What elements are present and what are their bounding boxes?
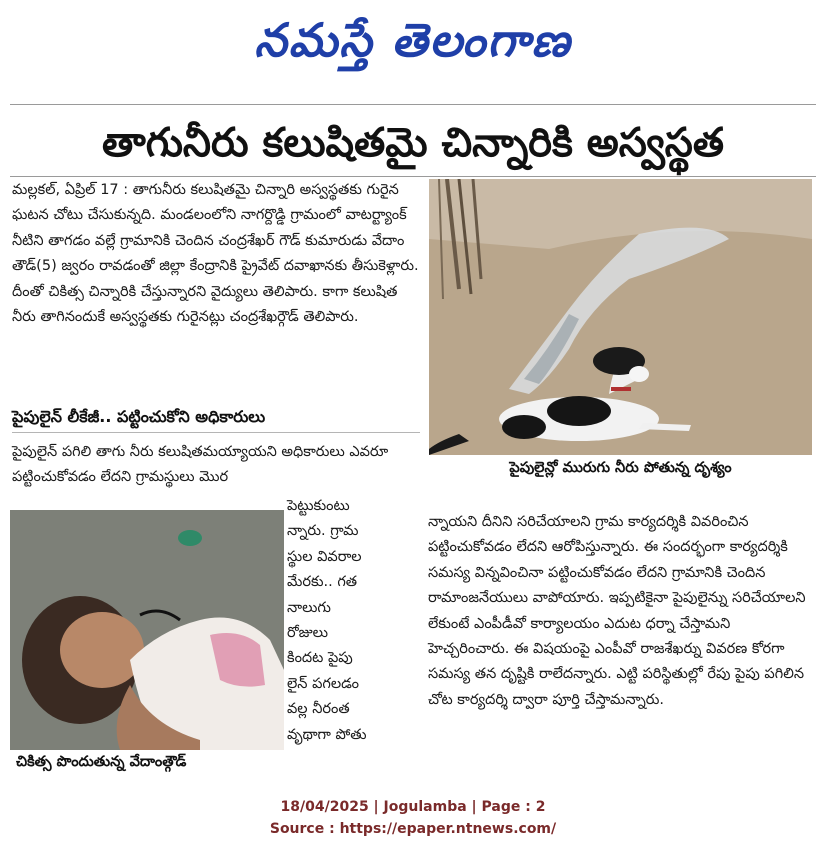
narrow-line: న్నారు. గ్రామ [287,523,359,540]
pipeline-photo [429,179,812,455]
pipeline-photo-caption: పైపులైన్లో మురుగు నీరు పోతున్న దృశ్యం [429,455,812,481]
child-photo-caption: చికిత్స పొందుతున్న వేదాంత్గౌడ్ [10,750,290,774]
article-paragraph-1: మల్లకల్, ఏప్రిల్ 17 : తాగునీరు కలుషితమై చిన్నారి అస్వస్థతకు గురైన ఘటన చోటు చేసుకున్నది. మండలంలోని నాగర్దొడ్డి గ్రామంలో వాటర్ట్యాంక్ నీటిని తాగడం వల్లే గ్రామానికి చెందిన చంద్రశేఖర్ గౌడ్ కుమారుడు వేదాం తౌడ్(5) జ్వరం రావడంతో జిల్లా కేంద్రానికి ప్రైవేట్ దవాఖానకు తీసుకెళ్లారు. దీంతో చికిత్స చిన్నారికి చేస్తున్నారని వైద్యులు తెలిపారు. కాగా కలుషిత నీరు తాగినందుకే అస్వస్థతకు గురైనట్లు చంద్రశేఖర్గౌడ్ తెలిపారు. [12,182,419,326]
narrow-line: పెట్టుకుంటు [287,498,350,514]
narrow-line: నాలుగు [287,599,331,616]
headline-divider [10,176,816,177]
child-photo [10,510,284,750]
article-subhead: పైపులైన్ లీకేజీ.. పట్టించుకోని అధికారులు [12,404,420,433]
article-paragraph-3: న్నాయని దీనిని సరిచేయాలని గ్రామ కార్యదర్శికి వివరించిన పట్టించుకోవడం లేదని ఆరోపిస్తున్నారు. ఈ సందర్భంగా కార్యదర్శికి సమస్య విన్నవించినా పట్టించుకోవడం లేదని గ్రామానికి చెందిన రామాంజనేయులు వాపోయారు. ఇప్పటికైనా పైపులైన్ను సరిచేయాలని లేకుంటే ఎంపీడీవో కార్యాలయం ఎదుట ధర్నా చేస్తామని హెచ్చరించారు. ఈ విషయంపై ఎంపీవో రాజశేఖర్ను వివరణ కోరగా సమస్య తన దృష్టికి రాలేదన్నారు. ఎట్టి పరిస్థితుల్లో రేపు పైపు పగిలిన చోట కార్యదర్శి ద్వారా పూర్తి చేస్తామన్నారు. [428,514,806,708]
newspaper-logo: నమస్తే తెలంగాణ [254,13,572,67]
top-divider [10,104,816,105]
child-photo-drawing [10,510,284,750]
masthead [0,0,826,80]
narrow-line: కిందట పైపు [287,650,353,667]
article-paragraph-2-narrow-column [287,494,407,748]
footer-source-line: Source : https://epaper.ntnews.com/ [269,821,557,837]
narrow-line: రోజులు [287,625,328,642]
narrow-line: లైన్ పగలడం [287,675,359,692]
narrow-line: మేరకు.. గత [287,574,358,591]
narrow-line: వృథాగా పోతు [287,726,367,743]
narrow-line: వల్ల నీరంత [287,701,350,718]
article-paragraph-2: పైపులైన్ పగిలి తాగు నీరు కలుషితమయ్యాయని అధికారులు ఎవరూ పట్టించుకోవడం లేదని గ్రామస్థులు మొర [12,444,389,486]
article-headline: తాగునీరు కలుషితమై చిన్నారికి అస్వస్థత [102,120,724,166]
pipeline-photo-drawing [429,179,812,455]
narrow-line: స్థుల వివరాల [287,548,362,565]
footer-date-line: 18/04/2025 | Jogulamba | Page : 2 [280,799,546,815]
